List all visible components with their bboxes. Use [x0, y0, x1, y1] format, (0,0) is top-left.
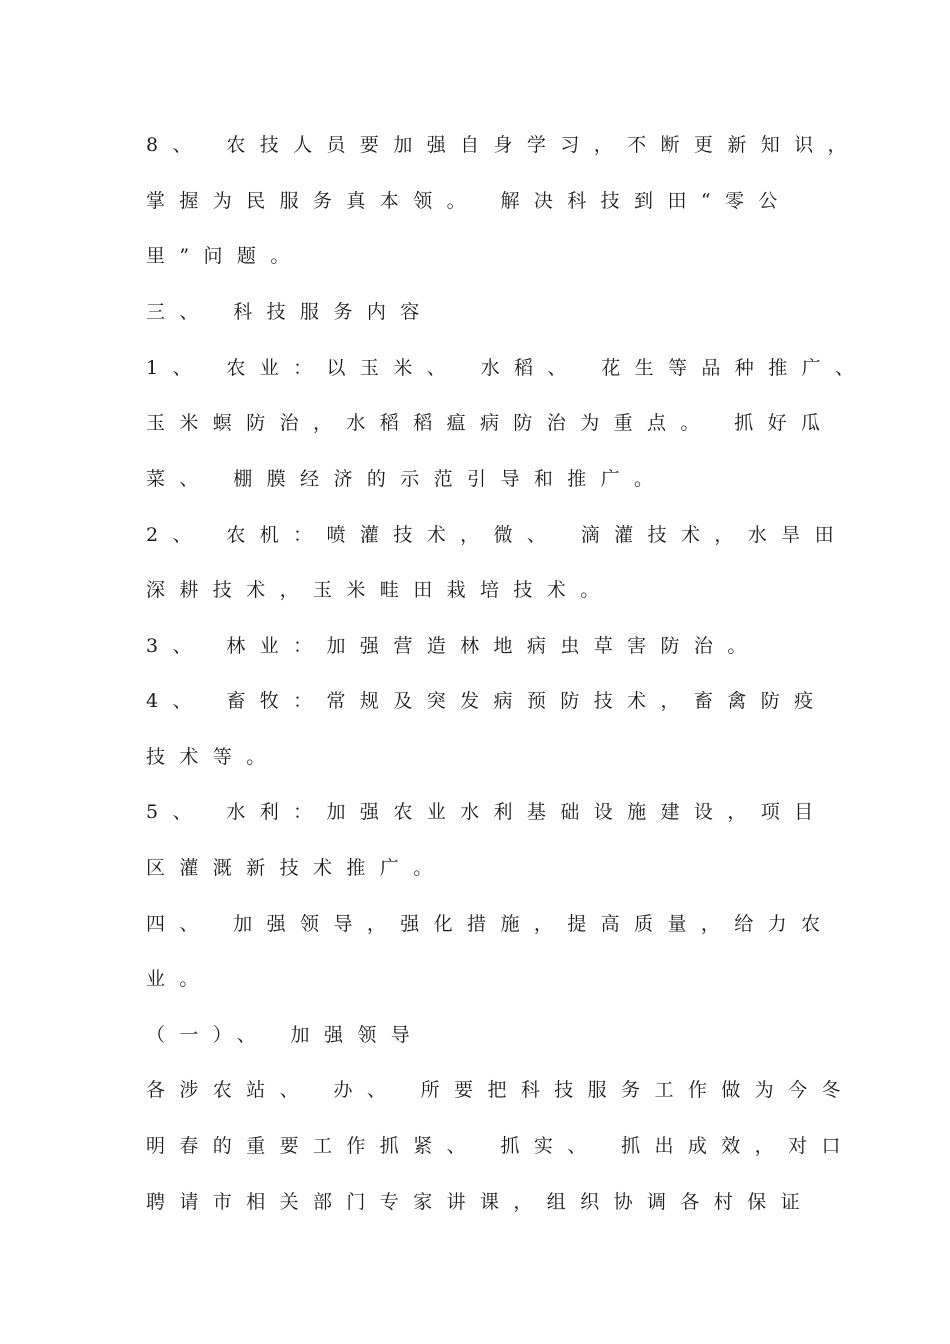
subsection-heading: （一）、 加强领导 [146, 1024, 425, 1046]
text-line: 聘请市相关部门专家讲课，组织协调各村保证 [146, 1191, 815, 1213]
text-line: 里”问题。 [146, 245, 304, 267]
section-heading: 业。 [146, 968, 213, 990]
section-heading: 四、 加强领导，强化措施，提高质量，给力农 [146, 913, 835, 935]
text-line: 明春的重要工作抓紧、 抓实、 抓出成效，对口 [146, 1135, 855, 1157]
text-line: 4、 畜牧：常规及突发病预防技术，畜禽防疫 [146, 690, 828, 712]
text-line: 8、 农技人员要加强自身学习，不断更新知识， [146, 134, 861, 156]
text-line: 3、 林业：加强营造林地病虫草害防治。 [146, 635, 761, 657]
text-line: 区灌溉新技术推广。 [146, 857, 447, 879]
text-line: 掌握为民服务真本领。 解决科技到田“零公 [146, 190, 792, 212]
text-line: 2、 农机：喷灌技术，微、 滴灌技术，水旱田 [146, 524, 848, 546]
text-line: 各涉农站、 办、 所要把科技服务工作做为今冬 [146, 1079, 855, 1101]
text-line: 1、 农业：以玉米、 水稻、 花生等品种推广、 [146, 357, 869, 379]
section-heading: 三、 科技服务内容 [146, 301, 434, 323]
text-line: 玉米螟防治，水稻稻瘟病防治为重点。 抓好瓜 [146, 412, 835, 434]
text-line: 技术等。 [146, 746, 280, 768]
text-line: 菜、 棚膜经济的示范引导和推广。 [146, 468, 668, 490]
text-line: 5、 水利：加强农业水利基础设施建设，项目 [146, 801, 828, 823]
text-line: 深耕技术，玉米畦田栽培技术。 [146, 579, 614, 601]
